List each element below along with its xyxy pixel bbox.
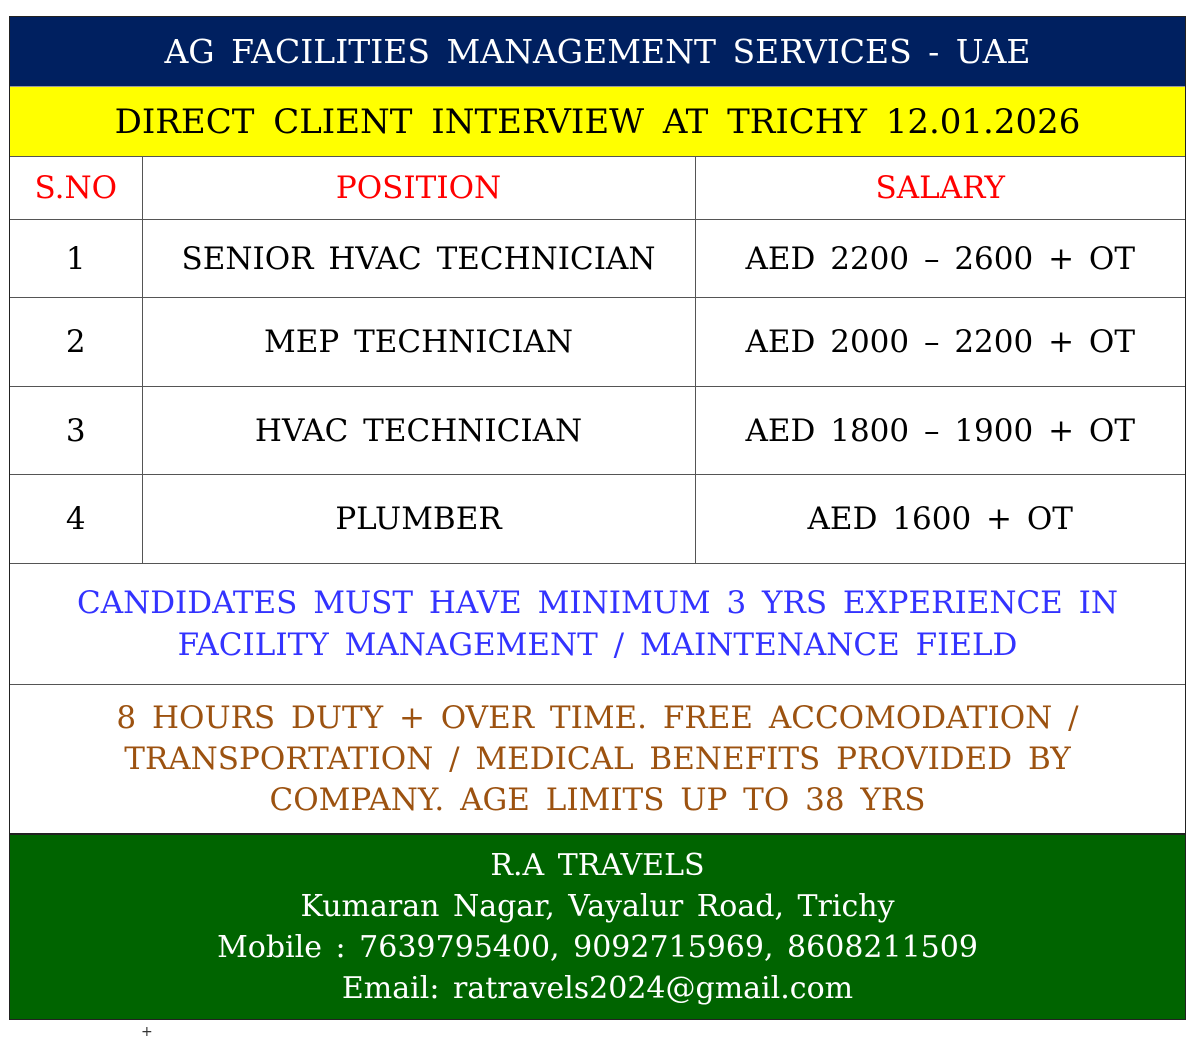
table-row <box>10 220 1185 298</box>
column-header-salary: SALARY <box>695 157 1185 220</box>
job-poster <box>9 16 1186 1020</box>
positions-table <box>10 156 1185 564</box>
salary-cell: AED 1600 + OT <box>695 475 1185 564</box>
sno-cell: 4 <box>10 475 142 564</box>
sno-cell: 3 <box>10 387 142 475</box>
table-header-row <box>10 157 1185 220</box>
position-cell: HVAC TECHNICIAN <box>142 387 695 475</box>
salary-cell: AED 2200 – 2600 + OT <box>695 220 1185 298</box>
column-header-sno: S.NO <box>10 157 142 220</box>
column-header-position: POSITION <box>142 157 695 220</box>
agency-address: Kumaran Nagar, Vayalur Road, Trichy <box>300 889 895 924</box>
poster-title: AG FACILITIES MANAGEMENT SERVICES - UAE <box>10 17 1185 86</box>
salary-cell: AED 2000 – 2200 + OT <box>695 298 1185 387</box>
requirement-note: CANDIDATES MUST HAVE MINIMUM 3 YRS EXPERIENCE IN FACILITY MANAGEMENT / MAINTENANCE FIELD <box>76 585 1119 663</box>
position-cell: SENIOR HVAC TECHNICIAN <box>142 220 695 298</box>
table-row <box>10 298 1185 387</box>
interview-banner: DIRECT CLIENT INTERVIEW AT TRICHY 12.01.2026 <box>10 86 1185 156</box>
agency-name: R.A TRAVELS <box>490 848 705 883</box>
salary-cell: AED 1800 – 1900 + OT <box>695 387 1185 475</box>
plus-mark: + <box>141 1024 153 1040</box>
benefits-note: 8 HOURS DUTY + OVER TIME. FREE ACCOMODATION / TRANSPORTATION / MEDICAL BENEFITS PROVIDED BY COMPANY. AGE LIMITS UP TO 38 YRS <box>10 684 1185 833</box>
position-cell: PLUMBER <box>142 475 695 564</box>
contact-block <box>10 833 1185 1019</box>
position-cell: MEP TECHNICIAN <box>142 298 695 387</box>
agency-phones: Mobile : 7639795400, 9092715969, 8608211509 <box>217 930 978 965</box>
table-row <box>10 475 1185 564</box>
table-row <box>10 387 1185 475</box>
sno-cell: 2 <box>10 298 142 387</box>
sno-cell: 1 <box>10 220 142 298</box>
agency-email: Email: ratravels2024@gmail.com <box>341 971 854 1006</box>
